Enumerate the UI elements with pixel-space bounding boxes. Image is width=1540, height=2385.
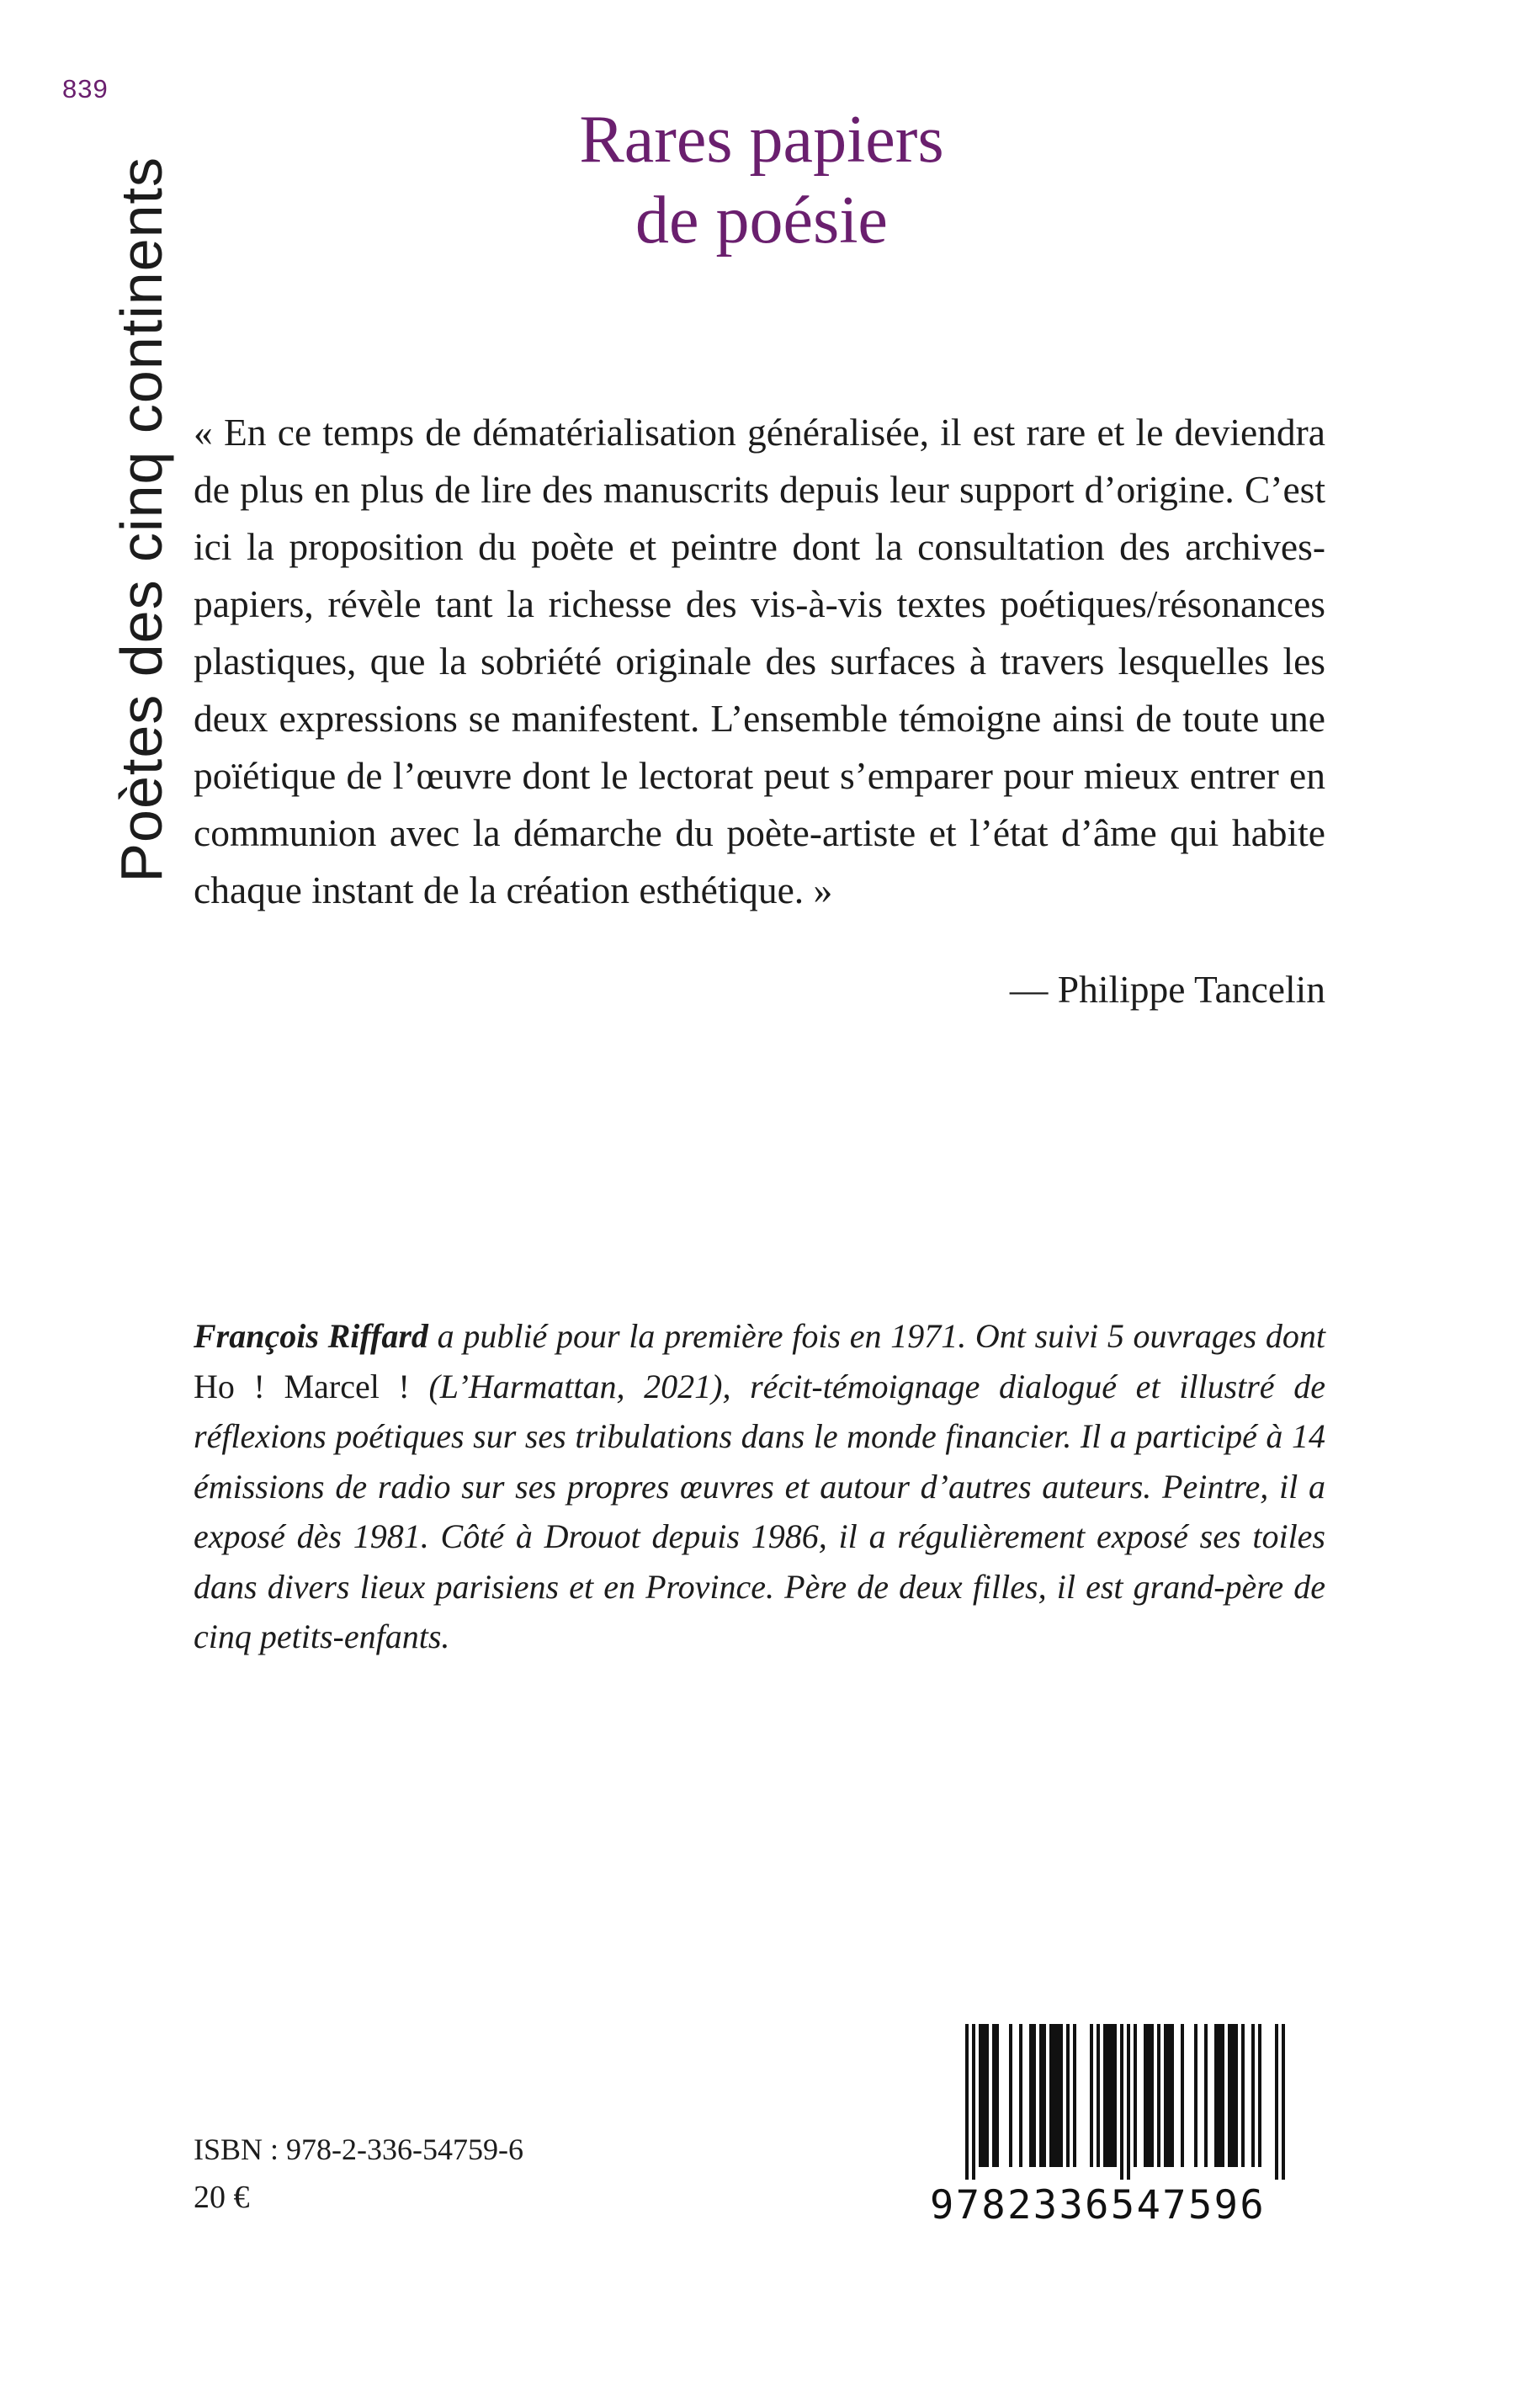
- barcode-bar: [1009, 2024, 1012, 2167]
- barcode-bar: [1235, 2024, 1238, 2167]
- price: 20 €: [194, 2180, 250, 2215]
- barcode-bar: [1282, 2024, 1285, 2180]
- bio-book-title: Ho ! Marcel !: [194, 1367, 410, 1405]
- barcode-bar: [985, 2024, 989, 2167]
- barcode-bar: [1194, 2024, 1197, 2167]
- barcode-bar: [996, 2024, 999, 2167]
- barcode-bar: [1043, 2024, 1046, 2167]
- barcode-bar: [1171, 2024, 1174, 2167]
- barcode-bar: [1053, 2024, 1056, 2167]
- barcode-bar: [1275, 2024, 1278, 2180]
- barcode-bar: [982, 2024, 985, 2167]
- series-number: 839: [62, 74, 109, 104]
- barcode-bar: [1019, 2024, 1022, 2167]
- series-name: [108, 0, 175, 883]
- author-biography: [194, 1311, 1325, 1662]
- book-title-line-2: de poésie: [635, 183, 888, 258]
- barcode-bar: [1033, 2024, 1036, 2167]
- barcode-bar: [1214, 2024, 1218, 2167]
- book-title: [467, 99, 1056, 261]
- book-title-line-1: Rares papiers: [579, 103, 944, 177]
- barcode-bar: [1073, 2024, 1076, 2167]
- barcode-bar: [979, 2024, 982, 2167]
- barcode-bar: [1181, 2024, 1184, 2167]
- barcode-bar: [1127, 2024, 1130, 2180]
- bio-text-part-1: a publié pour la première fois en 1971. Ont suivi 5 ouvrages dont: [427, 1317, 1326, 1355]
- barcode-bar: [1241, 2024, 1245, 2167]
- barcode-bar: [992, 2024, 996, 2167]
- barcode-bar: [1231, 2024, 1235, 2167]
- barcode-bar: [1090, 2024, 1093, 2167]
- barcode-bar: [1134, 2024, 1137, 2167]
- barcode-bar: [1110, 2024, 1113, 2167]
- barcode-bar: [1103, 2024, 1107, 2167]
- barcode-bar: [1144, 2024, 1147, 2167]
- quote-attribution: — Philippe Tancelin: [1009, 968, 1325, 1011]
- isbn: ISBN : 978-2-336-54759-6: [194, 2133, 523, 2166]
- barcode-bar: [1150, 2024, 1154, 2167]
- back-cover-quote: « En ce temps de dématérialisation généralisée, il est rare et le deviendra de plus en plus de lire des manuscrits depuis leur support d’origine. C’est ici la proposition du poète et peintre dont la consultation des archives-papiers, révèle tant la richesse des vis-à-vis textes poétiques/résonances plastiques, que la sobriété originale des surfaces à travers lesquelles les deux expressions se manifestent. L’ensemble témoigne ainsi de toute une poïétique de l’œuvre dont le lectorat peut s’emparer pour mieux entrer en communion avec la démarche du poète-artiste et l’état d’âme qui habite chaque instant de la création esthétique. »: [194, 411, 1325, 911]
- barcode-bar: [1049, 2024, 1053, 2167]
- barcode-bars: [930, 2024, 1325, 2180]
- barcode-bar: [1066, 2024, 1070, 2167]
- barcode-bar: [1221, 2024, 1224, 2167]
- barcode-bar: [1097, 2024, 1100, 2167]
- barcode-bar: [1039, 2024, 1043, 2167]
- barcode-bar: [1107, 2024, 1110, 2167]
- barcode-bar: [1113, 2024, 1117, 2167]
- barcode-bar: [1164, 2024, 1167, 2167]
- barcode-bar: [1258, 2024, 1261, 2167]
- barcode-bar: [1218, 2024, 1221, 2167]
- barcode-bar: [1147, 2024, 1150, 2167]
- barcode-bar: [972, 2024, 975, 2180]
- barcode-bar: [1167, 2024, 1171, 2167]
- barcode-bar: [1029, 2024, 1033, 2167]
- ean-barcode: [930, 2024, 1325, 2234]
- bio-text-part-2: (L’Harmattan, 2021), récit-témoignage dialogué et illustré de réflexions poétiques sur ses tribulations dans le monde financier. Il a participé à 14 émissions de radio sur ses propres œuvres et autour d’autres auteurs. Peintre, il a exposé dès 1981. Côté à Drouot depuis 1986, il a régulièrement exposé ses toiles dans divers lieux parisiens et en Province. Père de deux filles, il est grand-père de cinq petits-enfants.: [194, 1367, 1325, 1655]
- barcode-bar: [1204, 2024, 1208, 2167]
- barcode-bar: [1056, 2024, 1059, 2167]
- barcode-bar: [965, 2024, 969, 2180]
- author-name: François Riffard: [194, 1317, 428, 1355]
- barcode-number: 9782336547596: [930, 2182, 1267, 2228]
- series-name-text: Poètes des cinq continents: [109, 157, 174, 883]
- barcode-bar: [1120, 2024, 1123, 2180]
- barcode-bar: [1157, 2024, 1160, 2167]
- barcode-bar: [1251, 2024, 1255, 2167]
- barcode-bar: [1228, 2024, 1231, 2167]
- barcode-bar: [1059, 2024, 1063, 2167]
